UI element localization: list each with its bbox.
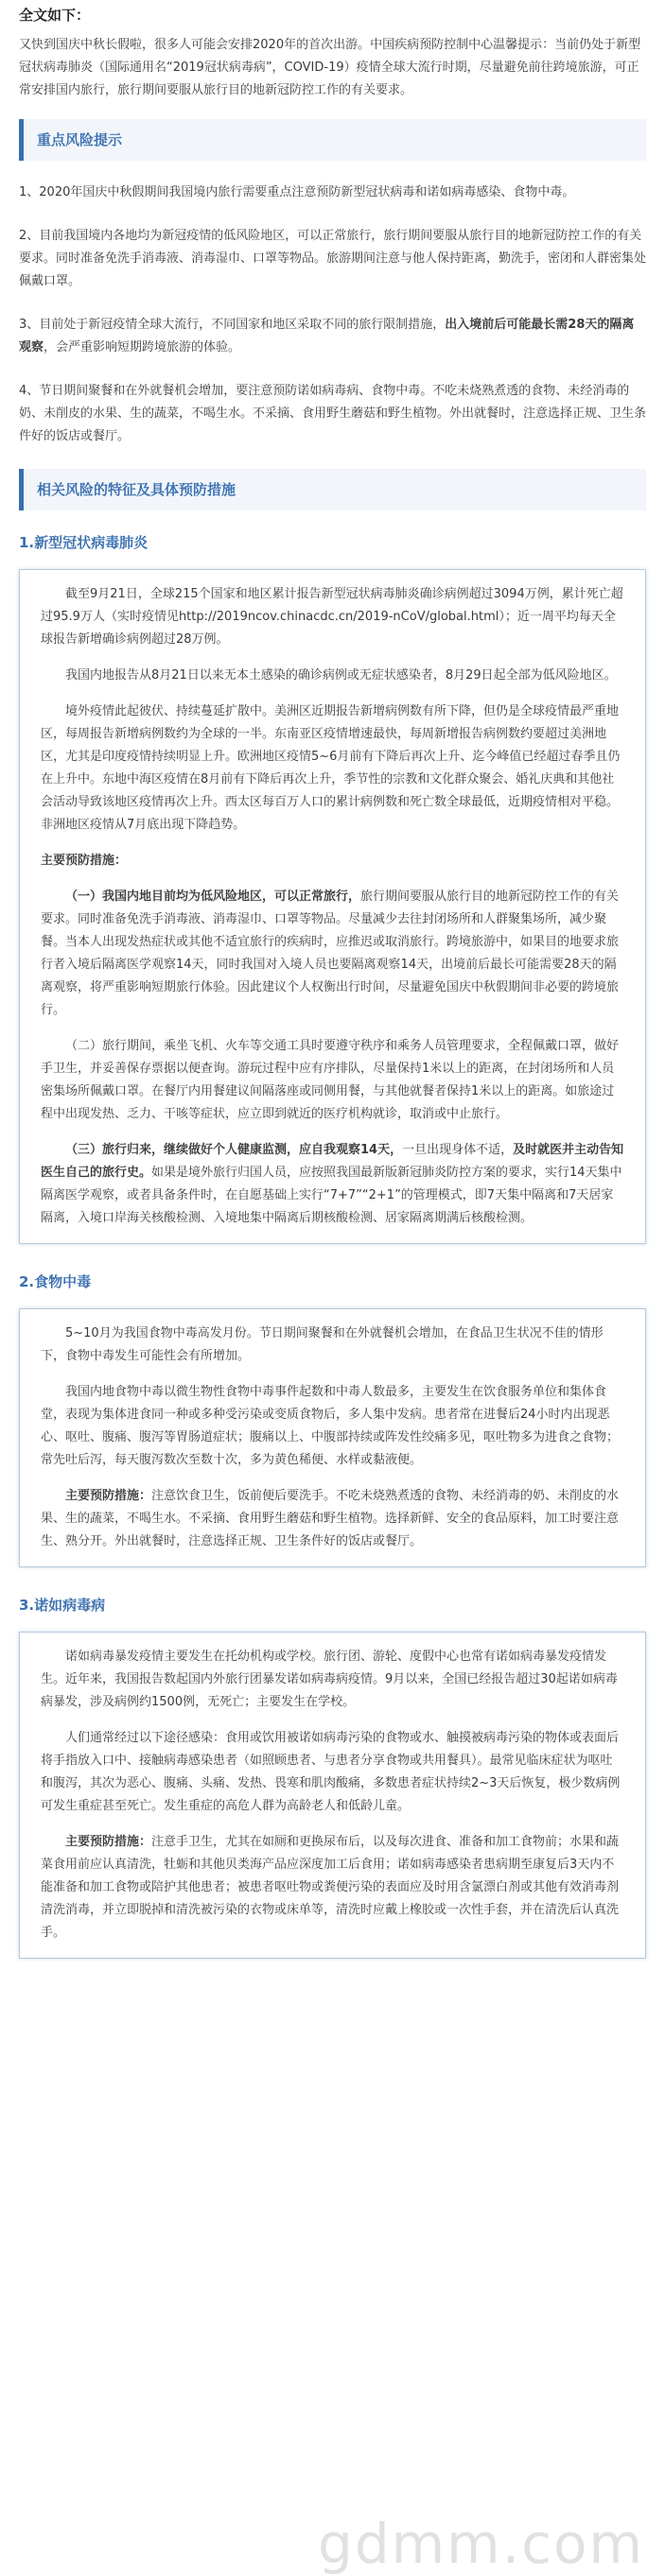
covid-measure-3-bold2: 及时就医并主动告知医生自己的旅行史。 bbox=[41, 1143, 624, 1180]
covid-measure-1-bold: （一）我国内地目前均为低风险地区，可以正常旅行， bbox=[65, 890, 361, 904]
risk-item-1: 1、2020年国庆中秋假期间我国境内旅行需要重点注意预防新型冠状病毒和诺如病毒感染、食物中毒。 bbox=[19, 185, 575, 199]
covid-measure-3-text: 如果是境外旅行归国人员，应按照我国最新版新冠肺炎防控方案的要求，实行14天集中隔离医学观察，或者具备条件时，在自愿基础上实行“7+7”“2+1”的管理模式，即7天集中隔离和7天居家隔离，入境口岸海关核酸检测、入境地集中隔离后期核酸检测、居家隔离期满后核酸检测。 bbox=[41, 1166, 622, 1225]
risk-item-3-tail: ，会严重影响短期跨境旅游的体验。 bbox=[44, 340, 241, 354]
risk-item-3-text: 3、目前处于新冠疫情全球大流行，不同国家和地区采取不同的旅行限制措施， bbox=[19, 318, 446, 332]
section-heading-measures-label: 相关风险的特征及具体预防措施 bbox=[37, 481, 236, 498]
food-measures bbox=[41, 1485, 624, 1553]
norovirus-measures-title: 主要预防措施： bbox=[65, 1835, 152, 1849]
intro-title: 全文如下： bbox=[19, 7, 91, 24]
covid-paragraph-2: 我国内地报告从8月21日以来无本土感染的确诊病例或无症状感染者，8月29日起全部为低风险地区。 bbox=[65, 668, 617, 683]
food-paragraph-2: 我国内地食物中毒以微生物性食物中毒事件起数和中毒人数最多，主要发生在饮食服务单位和集体食堂，表现为集体进食同一种或多种受污染或变质食物后，多人集中发病。患者常在进餐后24小时内出现恶心、呕吐、腹痛、腹泻等胃肠道症状；腹痛以上、中腹部持续或阵发性绞痛多见，呕吐物多为进食之食物；常先吐后泻，每天腹泻数次至数十次，多为黄色稀便、水样或黏液便。 bbox=[41, 1385, 620, 1467]
norovirus-paragraph-1: 诺如病毒暴发疫情主要发生在托幼机构或学校。旅行团、游轮、度假中心也常有诺如病毒暴发疫情发生。近年来，我国报告数起国内外旅行团暴发诺如病毒病疫情。9月以来，全国已经报告超过30起诺如病毒病暴发，涉及病例约1500例，无死亡；主要发生在学校。 bbox=[41, 1650, 618, 1709]
covid-paragraph-1: 截至9月21日，全球215个国家和地区累计报告新型冠状病毒肺炎确诊病例超过3094万例，累计死亡超过95.9万人（实时疫情见http://2019ncov.chinacdc.cn/2019-nCoV/global.html）；近一周平均每天全球报告新增确诊病例超过28万例。 bbox=[41, 587, 623, 647]
covid-box bbox=[19, 569, 646, 1244]
food-box bbox=[19, 1308, 646, 1567]
risk-item-2: 2、目前我国境内各地均为新冠疫情的低风险地区，可以正常旅行，旅行期间要服从旅行目的地新冠防控工作的有关要求。同时准备免洗手消毒液、消毒湿巾、口罩等物品。旅游期间注意与他人保持距离，勤洗手，密闭和人群密集处佩戴口罩。 bbox=[19, 229, 647, 288]
covid-measure-1 bbox=[41, 886, 624, 1022]
risk-item-3 bbox=[19, 314, 646, 359]
section-heading-risk bbox=[19, 119, 646, 161]
covid-paragraph-3: 境外疫情此起彼伏、持续蔓延扩散中。美洲区近期报告新增病例数有所下降，但仍是全球疫情最严重地区，每周报告新增病例数约为全球的一半。东南亚区疫情增速最快，每周新增报告病例数约要超过美洲地区，尤其是印度疫情持续明显上升。欧洲地区疫情5~6月前有下降后再次上升、迄今峰值已经超过春季且仍在上升中。东地中海区疫情在8月前有下降后再次上升，季节性的宗教和文化群众聚会、婚礼庆典和其他社会活动导致该地区疫情再次上升。西太区每百万人口的累计病例数和死亡数全球最低，近期疫情相对平稳。非洲地区疫情从7月底出现下降趋势。 bbox=[41, 704, 621, 832]
section-heading-measures bbox=[19, 469, 646, 510]
covid-heading: 1.新型冠状病毒肺炎 bbox=[19, 534, 149, 551]
site-watermark: gdmm.com bbox=[318, 2512, 644, 2576]
covid-measure-2: （二）旅行期间，乘坐飞机、火车等交通工具时要遵守秩序和乘务人员管理要求，全程佩戴口罩，做好手卫生，并妥善保存票据以便查询。游玩过程中应有序排队，尽量保持1米以上的距离，在封闭场所和人员密集场所佩戴口罩。在餐厅内用餐建议间隔落座或同侧用餐，与其他就餐者保持1米以上的距离。如旅途过程中出现发热、乏力、干咳等症状，应立即到就近的医疗机构就诊，取消或中止旅行。 bbox=[41, 1039, 620, 1121]
risk-item-4: 4、节日期间聚餐和在外就餐机会增加，要注意预防诺如病毒病、食物中毒。不吃未烧熟煮透的食物、未经消毒的奶、未削皮的水果、生的蔬菜，不喝生水。不采摘、食用野生蘑菇和野生植物。外出就餐时，注意选择正规、卫生条件好的饭店或餐厅。 bbox=[19, 384, 647, 443]
covid-measure-3-mid: 一旦出现身体不适， bbox=[402, 1143, 514, 1157]
article bbox=[0, 4, 665, 1959]
food-measures-title: 主要预防措施： bbox=[65, 1489, 152, 1503]
norovirus-measures bbox=[41, 1831, 624, 1945]
food-paragraph-1: 5~10月为我国食物中毒高发月份。节日期间聚餐和在外就餐机会增加，在食品卫生状况不佳的情形下，食物中毒发生可能性会有所增加。 bbox=[41, 1326, 604, 1363]
covid-measure-1-text: 旅行期间要服从旅行目的地新冠防控工作的有关要求。同时准备免洗手消毒液、消毒湿巾、口罩等物品。尽量减少去往封闭场所和人群聚集场所，减少聚餐。当本人出现发热症状或其他不适宜旅行的疾病时，应推迟或取消旅行。跨境旅游中，如果目的地要求旅行者入境后隔离医学观察14天，同时我国对入境人员也要隔离观察14天，出境前后最长可能需要28天的隔离观察，将严重影响短期旅行体验。因此建议个人权衡出行时间，尽量避免国庆中秋假期间非必要的跨境旅行。 bbox=[41, 890, 620, 1017]
covid-measures-title: 主要预防措施： bbox=[41, 854, 128, 868]
intro-paragraph: 又快到国庆中秋长假啦，很多人可能会安排2020年的首次出游。中国疾病预防控制中心温馨提示：当前仍处于新型冠状病毒肺炎（国际通用名“2019冠状病毒病”，COVID-19）疫情全球大流行时期，尽量避免前往跨境旅游，可正常安排国内旅行，旅行期间要服从旅行目的地新冠防控工作的有关要求。 bbox=[19, 38, 641, 97]
norovirus-box bbox=[19, 1632, 646, 1959]
covid-measure-3 bbox=[41, 1139, 624, 1230]
food-measures-text: 注意饮食卫生，饭前便后要洗手。不吃未烧熟煮透的食物、未经消毒的奶、未削皮的水果、生的蔬菜，不喝生水。不采摘、食用野生蘑菇和野生植物。选择新鲜、安全的食品原料，加工时要注意生、熟分开。外出就餐时，注意选择正规、卫生条件好的饭店或餐厅。 bbox=[41, 1489, 620, 1548]
norovirus-paragraph-2: 人们通常经过以下途径感染：食用或饮用被诺如病毒污染的食物或水、触摸被病毒污染的物体或表面后将手指放入口中、接触病毒感染患者（如照顾患者、与患者分享食物或共用餐具）。最常见临床症状为呕吐和腹泻，其次为恶心、腹痛、头痛、发热、畏寒和肌肉酸痛，多数患者症状持续2~3天后恢复，极少数病例可发生重症甚至死亡。发生重症的高危人群为高龄老人和低龄儿童。 bbox=[41, 1731, 621, 1813]
norovirus-measures-text: 注意手卫生，尤其在如厕和更换尿布后，以及每次进食、准备和加工食物前；水果和蔬菜食用前应认真清洗，牡蛎和其他贝类海产品应深度加工后食用；诺如病毒感染者患病期至康复后3天内不能准备和加工食物或陪护其他患者；被患者呕吐物或粪便污染的表面应及时用含氯漂白剂或其他有效消毒剂清洗消毒，并立即脱掉和清洗被污染的衣物或床单等，清洗时应戴上橡胶或一次性手套，并在清洗后认真洗手。 bbox=[41, 1835, 620, 1940]
food-heading: 2.食物中毒 bbox=[19, 1273, 92, 1290]
covid-measure-3-bold: （三）旅行归来，继续做好个人健康监测，应自我观察14天， bbox=[65, 1143, 403, 1157]
risk-item-3-bold: 出入境前后可能最长需28天的隔离观察 bbox=[19, 318, 635, 354]
norovirus-heading: 3.诺如病毒病 bbox=[19, 1597, 106, 1614]
section-heading-risk-label: 重点风险提示 bbox=[37, 131, 123, 148]
